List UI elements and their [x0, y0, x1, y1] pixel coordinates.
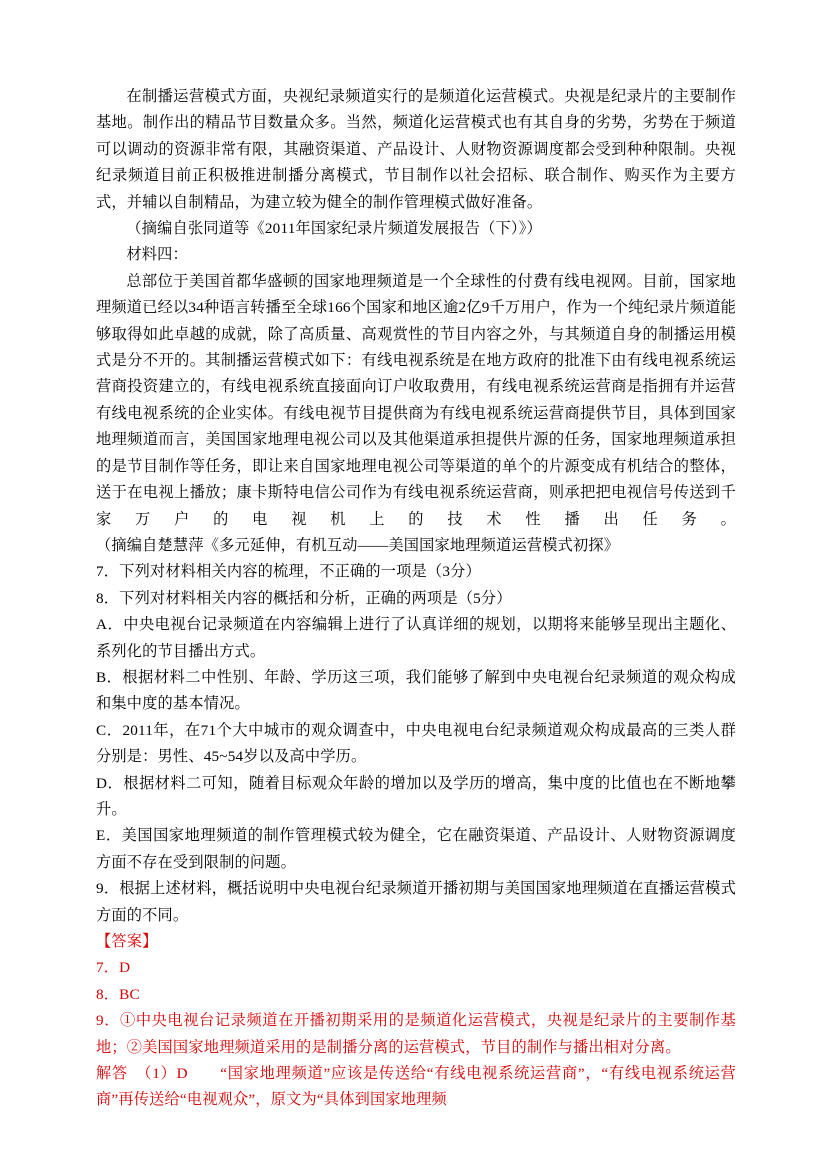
answer-7: 7．D	[96, 959, 131, 977]
question-8: 8．下列对材料相关内容的概括和分析，正确的两项是（5分）	[96, 589, 512, 607]
option-b: B．根据材料二中性别、年龄、学历这三项，我们能够了解到中央电视台纪录频道的观众构成和集中度的基本情况。	[96, 668, 736, 713]
answer-explanation: 解答 （1）D “国家地理频道”应该是传送给“有线电视系统运营商”，“有线电视系统运营商”再传送给“电视观众”，原文为“具体到国家地理频	[96, 1065, 736, 1109]
option-d: D．根据材料二可知，随着目标观众年龄的增加以及学历的增高，集中度的比值也在不断地攀升。	[96, 774, 736, 818]
document-body	[96, 84, 736, 1114]
paragraph-operating-mode: 在制播运营模式方面，央视纪录频道实行的是频道化运营模式。央视是纪录片的主要制作基地。制作出的精品节目数量众多。当然，频道化运营模式也有其自身的劣势，劣势在于频道可以调动的资源非常有限，其融资渠道、产品设计、人财物资源调度都会受到种种限制。央视纪录频道目前正积极推进制播分离模式，节目制作以社会招标、联合制作、购买作为主要方式，并辅以自制精品，为建立较为健全的制作管理模式做好准备。	[96, 88, 736, 211]
paragraph-national-geographic: 总部位于美国首都华盛顿的国家地理频道是一个全球性的付费有线电视网。目前，国家地理频道已经以34种语言转播至全球166个国家和地区逾2亿9千万用户，作为一个纯纪录片频道能够取得如此卓越的成就，除了高质量、高观赏性的节目内容之外，与其频道自身的制播运用模式是分不开的。其制播运营模式如下：有线电视系统是在地方政府的批准下由有线电视系统运营商投资建立的，有线电视系统直接面向订户收取费用，有线电视系统运营商是指拥有并运营有线电视系统的企业实体。有线电视节目提供商为有线电视系统运营商提供节目，具体到国家地理频道而言，美国国家地理电视公司以及其他渠道承担提供片源的任务，国家地理频道承担的是节目制作等任务，即让来自国家地理电视公司等渠道的单个的片源变成有机结合的整体，送于在电视上播放；康卡斯特电信公司作为有线电视系统运营商，则承把把电视信号传送到千家万户的电视机上的技术性播出任务。	[96, 272, 736, 528]
question-7: 7．下列对材料相关内容的梳理，不正确的一项是（3分）	[96, 563, 481, 581]
option-e: E．美国国家地理频道的制作管理模式较为健全，它在融资渠道、产品设计、人财物资源调度方面不存在受到限制的问题。	[96, 827, 736, 871]
question-9: 9．根据上述材料，概括说明中央电视台纪录频道开播初期与美国国家地理频道在直播运营模式方面的不同。	[96, 880, 736, 924]
answer-label: 【答案】	[96, 933, 158, 950]
paragraph-material-four-heading: 材料四：	[126, 246, 188, 264]
option-c: C．2011年，在71个大中城市的观众调查中，中央电视电台纪录频道观众构成最高的三类人群分别是：男性、45~54岁以及高中学历。	[96, 721, 736, 766]
paragraph-source-citation-2: （摘编自楚慧萍《多元延伸，有机互动——美国国家地理频道运营模式初探》	[96, 536, 620, 554]
answer-9: 9．①中央电视台记录频道在开播初期采用的是频道化运营模式，央视是纪录片的主要制作基地；②美国国家地理频道采用的是制播分离的运营模式，节目的制作与播出相对分离。	[96, 1012, 736, 1056]
answer-8: 8．BC	[96, 985, 140, 1003]
option-a: A．中央电视台记录频道在内容编辑上进行了认真详细的规划，以期将来能够呈现出主题化、系列化的节目播出方式。	[96, 616, 736, 660]
paragraph-source-citation-1: （摘编自张同道等《2011年国家纪录片频道发展报告（下）》）	[126, 220, 542, 238]
